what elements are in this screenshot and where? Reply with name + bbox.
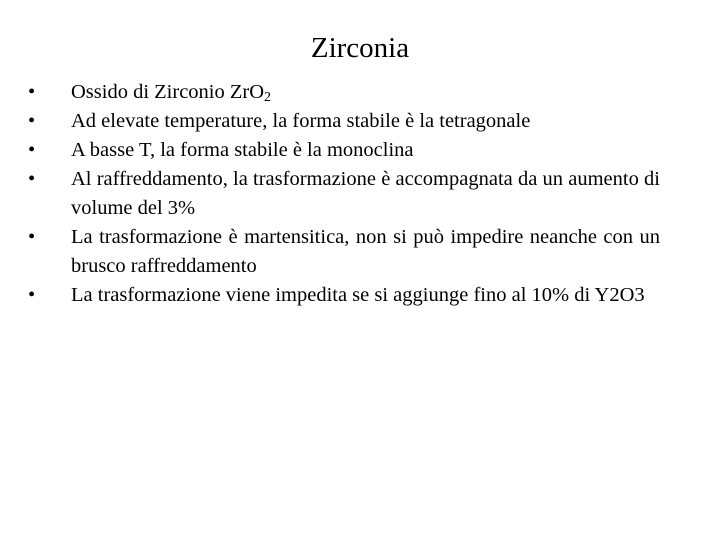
- bullet-text: Al raffreddamento, la trasformazione è accompagnata da un aumento di volume del 3%: [71, 168, 660, 219]
- bullet-subscript: 2: [264, 90, 272, 105]
- bullet-item: [28, 281, 660, 310]
- slide-title: Zirconia: [310, 32, 410, 64]
- bullet-item: [28, 78, 660, 107]
- bullet-text: A basse T, la forma stabile è la monoclina: [71, 139, 414, 161]
- bullet-text: La trasformazione è martensitica, non si può impedire neanche con un brusco raffreddamento: [71, 226, 660, 277]
- bullet-marker: [28, 223, 42, 252]
- bullet-text: La trasformazione viene impedita se si aggiunge fino al 10% di Y2O3: [71, 284, 645, 306]
- bullet-item: [28, 165, 660, 223]
- bullet-marker: [28, 136, 42, 165]
- bullet-item: [28, 136, 660, 165]
- bullet-marker: [28, 78, 42, 107]
- bullet-item: [28, 223, 660, 281]
- bullet-marker: [28, 107, 42, 136]
- bullet-text: Ossido di Zirconio ZrO: [71, 81, 265, 103]
- bullet-item: [28, 107, 660, 136]
- bullet-list: [28, 78, 660, 310]
- bullet-marker: [28, 281, 42, 310]
- bullet-text: Ad elevate temperature, la forma stabile è la tetragonale: [71, 110, 531, 132]
- bullet-marker: [28, 165, 42, 194]
